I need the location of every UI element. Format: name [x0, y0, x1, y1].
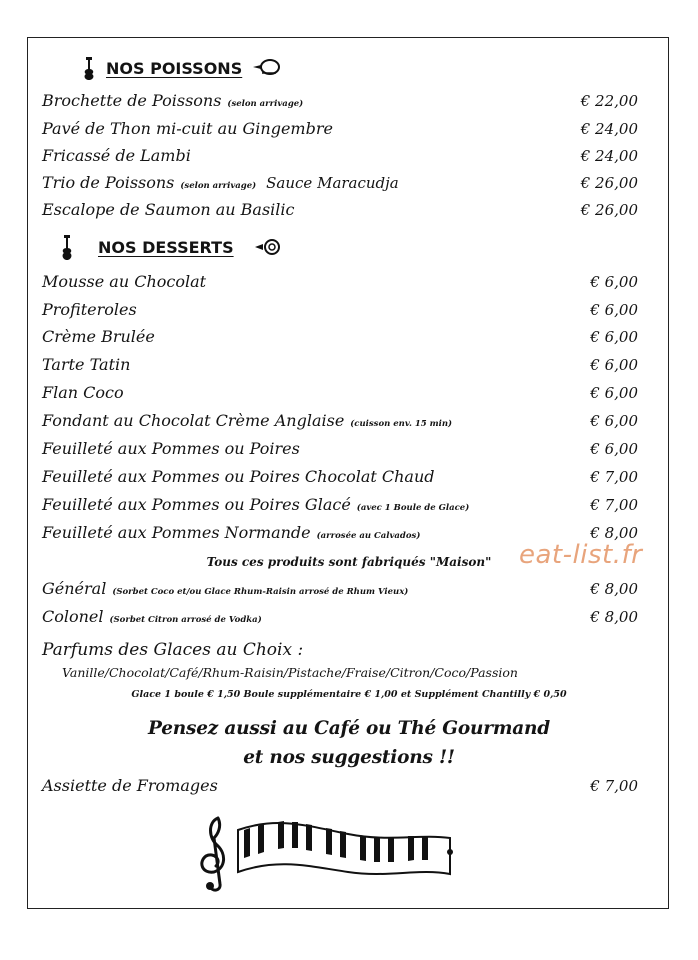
item-price: € 6,00 — [590, 356, 638, 374]
pensez-line-2: et nos suggestions !! — [243, 747, 455, 768]
menu-item — [42, 119, 638, 145]
poissons-title: NOS POISSONS — [106, 58, 243, 78]
item-note: (cuisson env. 15 min) — [350, 419, 453, 429]
item-price: € 6,00 — [590, 301, 638, 319]
treble-clef-piano-keys-icon — [188, 812, 468, 894]
menu-item — [42, 383, 638, 409]
item-name: Trio de Poissons — [42, 173, 175, 192]
guitar-icon — [82, 56, 96, 80]
item-price: € 8,00 — [590, 608, 638, 626]
glaces-pricing: Glace 1 boule € 1,50 Boule supplémentaire € 1,00 et Supplément Chantilly € 0,50 — [131, 689, 567, 700]
menu-item — [42, 146, 638, 172]
glaces-title: Parfums des Glaces au Choix : — [42, 640, 304, 660]
item-name: Colonel — [42, 607, 104, 626]
menu-item — [42, 173, 638, 199]
item-price: € 7,00 — [590, 468, 638, 486]
menu-item — [42, 200, 638, 226]
item-price: € 8,00 — [590, 524, 638, 542]
horn-icon — [254, 237, 284, 257]
item-note: (avec 1 Boule de Glace) — [356, 503, 470, 513]
item-price: € 22,00 — [580, 92, 638, 110]
item-price: € 6,00 — [590, 384, 638, 402]
item-price: € 26,00 — [580, 174, 638, 192]
item-note: (selon arrivage) — [180, 181, 257, 191]
item-name: Feuilleté aux Pommes ou Poires — [42, 439, 300, 458]
item-extra: Sauce Maracudja — [266, 174, 399, 192]
item-price: € 6,00 — [590, 440, 638, 458]
item-price: € 8,00 — [590, 580, 638, 598]
item-name: Tarte Tatin — [42, 355, 131, 374]
menu-item — [42, 355, 638, 381]
item-name: Crème Brulée — [42, 327, 155, 346]
menu-item — [42, 776, 638, 802]
item-name: Fondant au Chocolat Crème Anglaise — [42, 411, 345, 430]
item-note: (selon arrivage) — [227, 99, 304, 109]
item-name: Escalope de Saumon au Basilic — [42, 200, 295, 219]
menu-item — [42, 327, 638, 353]
menu-item — [42, 495, 638, 521]
item-note: (Sorbet Citron arrosé de Vodka) — [109, 615, 262, 625]
menu-item — [42, 523, 638, 549]
pensez-line-1: Pensez aussi au Café ou Thé Gourmand — [147, 718, 550, 739]
item-note: (arrosée au Calvados) — [316, 531, 421, 541]
desserts-header — [60, 234, 284, 260]
menu-item — [42, 300, 638, 326]
item-name: Profiteroles — [42, 300, 137, 319]
item-price: € 6,00 — [590, 328, 638, 346]
desserts-title: NOS DESSERTS — [98, 237, 234, 257]
item-name: Fricassé de Lambi — [42, 146, 191, 165]
item-price: € 26,00 — [580, 201, 638, 219]
poissons-header — [82, 56, 282, 80]
glaces-flavors: Vanille/Chocolat/Café/Rhum-Raisin/Pistache/Fraise/Citron/Coco/Passion — [62, 665, 518, 680]
item-price: € 7,00 — [590, 496, 638, 514]
item-price: € 6,00 — [590, 412, 638, 430]
item-price: € 7,00 — [590, 777, 638, 795]
horn-icon — [252, 58, 282, 78]
item-name: Mousse au Chocolat — [42, 272, 207, 291]
menu-item — [42, 91, 638, 117]
item-name: Général — [42, 579, 107, 598]
item-note: (Sorbet Coco et/ou Glace Rhum-Raisin arrosé de Rhum Vieux) — [112, 587, 409, 597]
item-price: € 24,00 — [580, 120, 638, 138]
menu-item — [42, 607, 638, 633]
menu-item — [42, 467, 638, 493]
item-name: Feuilleté aux Pommes Normande — [42, 523, 311, 542]
item-name: Brochette de Poissons — [42, 91, 222, 110]
menu-item — [42, 411, 638, 437]
guitar-icon — [60, 234, 74, 260]
item-name: Feuilleté aux Pommes ou Poires Glacé — [42, 495, 351, 514]
item-name: Assiette de Fromages — [42, 776, 218, 795]
menu-item — [42, 579, 638, 605]
item-name: Pavé de Thon mi-cuit au Gingembre — [42, 119, 333, 138]
menu-item — [42, 439, 638, 465]
item-price: € 6,00 — [590, 273, 638, 291]
item-name: Flan Coco — [42, 383, 124, 402]
watermark: eat-list.fr — [519, 540, 643, 570]
menu-item — [42, 272, 638, 298]
item-name: Feuilleté aux Pommes ou Poires Chocolat Chaud — [42, 467, 435, 486]
maison-note: Tous ces produits sont fabriqués "Maison" — [206, 555, 492, 569]
item-price: € 24,00 — [580, 147, 638, 165]
